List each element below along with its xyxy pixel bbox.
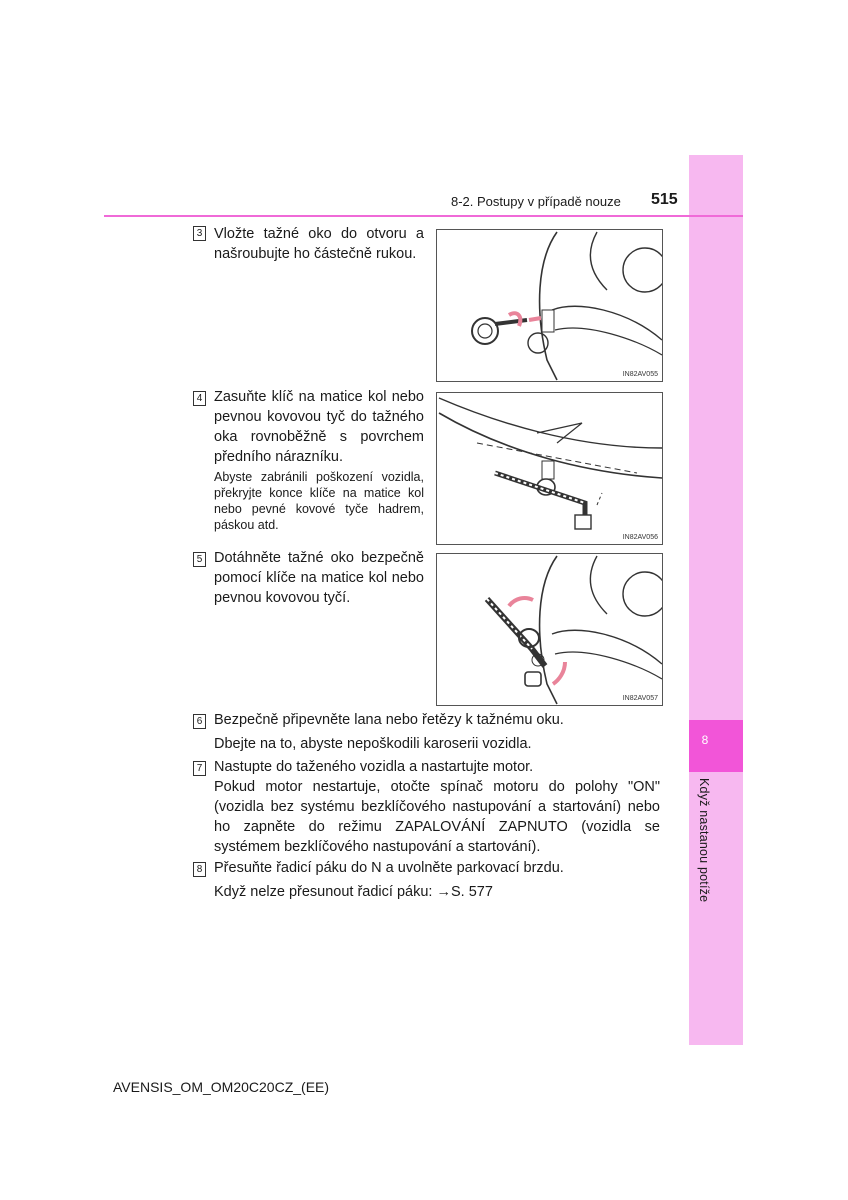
- step-3-text: Vložte tažné oko do otvoru a našroubujte ho částečně rukou.: [214, 226, 424, 262]
- figure-tighten-eye: [436, 553, 663, 706]
- figure-code: IN82AV055: [622, 371, 658, 378]
- step-5-number: 5: [193, 552, 206, 567]
- step-7-sub: Pokud motor nestartuje, otočte spínač motoru do polohy "ON" (vozidla bez systému bezklíčového nastupování a startování) nebo ho zapněte do režimu ZAPALOVÁNÍ ZAPNUTO (vozidla se systémem bezklíčového nastupování a startování).: [214, 779, 660, 855]
- step-4-number: 4: [193, 391, 206, 406]
- wrench-insert-illustration: [437, 393, 662, 544]
- step-8-sub: Když nelze přesunout řadicí páku: →S. 577: [214, 884, 493, 900]
- step-3-number: 3: [193, 226, 206, 241]
- tow-eye-insert-illustration: [437, 230, 662, 381]
- step-7-number: 7: [193, 761, 206, 776]
- step-8-text: Přesuňte řadicí páku do N a uvolněte parkovací brzdu.: [214, 860, 564, 876]
- step-6-number: 6: [193, 714, 206, 729]
- step-6-text: Bezpečně připevněte lana nebo řetězy k tažnému oku.: [214, 712, 564, 728]
- section-title: 8-2. Postupy v případě nouze: [451, 194, 621, 209]
- figure-wrench-insert: [436, 392, 663, 545]
- step-8-number: 8: [193, 862, 206, 877]
- page-number: 515: [651, 191, 678, 208]
- step-6-sub: Dbejte na to, abyste nepoškodili karoserii vozidla.: [214, 736, 532, 752]
- side-tab-label: Když nastanou potíže: [697, 778, 711, 903]
- side-tab-strip: [689, 155, 743, 1045]
- step-4-note: Abyste zabránili poškození vozidla, překryjte konce klíče na matice kol nebo pevné kovové tyče hadrem, páskou atd.: [214, 470, 424, 532]
- figure-code: IN82AV057: [622, 695, 658, 702]
- side-tab-number: 8: [701, 733, 709, 747]
- step-5-text: Dotáhněte tažné oko bezpečně pomocí klíče na matice kol nebo pevnou kovovou tyčí.: [214, 550, 424, 606]
- step-4-text: Zasuňte klíč na matice kol nebo pevnou kovovou tyč do tažného oka rovnoběžně s povrchem předního nárazníku.: [214, 389, 424, 465]
- step-7-text: Nastupte do taženého vozidla a nastartujte motor.: [214, 759, 534, 775]
- figure-code: IN82AV056: [622, 534, 658, 541]
- header-rule: [104, 215, 743, 217]
- tighten-eye-illustration: [437, 554, 662, 705]
- footer-document-code: AVENSIS_OM_OM20C20CZ_(EE): [113, 1079, 330, 1095]
- figure-tow-eye-insert: [436, 229, 663, 382]
